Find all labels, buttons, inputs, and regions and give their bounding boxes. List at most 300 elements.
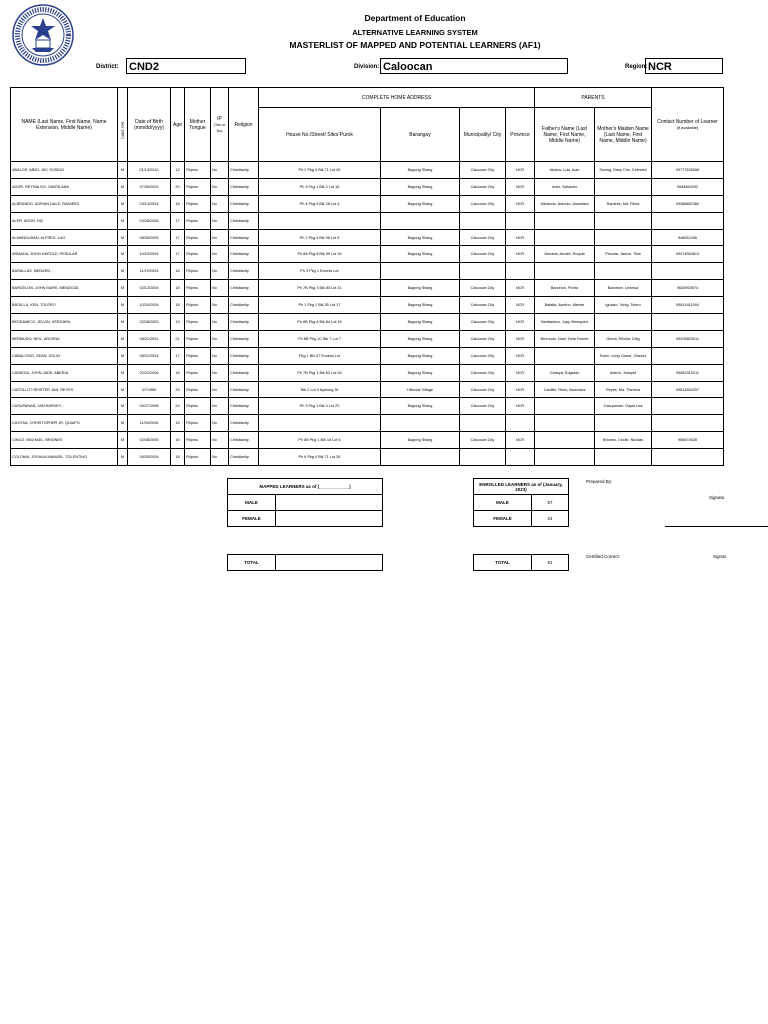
cell-municipality: Caloocan City <box>460 330 506 347</box>
cell-barangay: Bagong Silang <box>381 398 460 415</box>
cell-province: NCR <box>506 330 535 347</box>
cell-sex: M <box>118 212 128 229</box>
table-row <box>11 212 724 229</box>
cell-mother: Briones, Cecile, Nicolas <box>595 432 652 449</box>
cell-municipality <box>460 212 506 229</box>
col-house: House No./Street/ Sitio/ Purok <box>259 108 381 162</box>
table-row <box>11 162 724 179</box>
cell-father <box>535 212 595 229</box>
cell-house: Ph 3 Pkg 1 Blk 2 Lot 16 <box>259 178 381 195</box>
cell-municipality: Caloocan City <box>460 280 506 297</box>
col-dob: Date of Birth (mm/dd/yyyy) <box>128 88 171 162</box>
cell-ip: No <box>211 246 229 263</box>
enrolled-female-value: 24 <box>532 511 569 527</box>
cell-father <box>535 449 595 466</box>
cell-sex: M <box>118 229 128 246</box>
cell-mother-tongue: Filipino <box>185 178 211 195</box>
cell-name: ALMANDUHAN, ALFRED, LAO <box>11 229 118 246</box>
cell-dob: 07/06/2002 <box>128 178 171 195</box>
cell-mother-tongue: Filipino <box>185 229 211 246</box>
table-row <box>11 330 724 347</box>
signature-label-2: Signat <box>713 554 726 559</box>
table-row <box>11 297 724 314</box>
cell-contact: 948632496 <box>652 229 724 246</box>
cell-barangay: Bagong Silang <box>381 432 460 449</box>
table-row <box>11 381 724 398</box>
table-row <box>11 314 724 331</box>
cell-religion: Christianity <box>229 280 259 297</box>
cell-age: 17 <box>171 212 185 229</box>
cell-religion: Christianity <box>229 415 259 432</box>
cell-age: 15 <box>171 415 185 432</box>
cell-name: CABALCING, SEAN, SOLIN <box>11 347 118 364</box>
cell-barangay: Hillcrest Village <box>381 381 460 398</box>
cell-dob: 02/12/2004 <box>128 280 171 297</box>
cell-mother-tongue: Filipino <box>185 246 211 263</box>
cell-age: 18 <box>171 263 185 280</box>
cell-mother-tongue: Filipino <box>185 432 211 449</box>
mapped-male-label: MALE <box>228 495 276 511</box>
cell-sex: M <box>118 195 128 212</box>
mapped-learners-table <box>227 478 383 527</box>
cell-province: NCR <box>506 280 535 297</box>
cell-mother: Reyes, Ma. Theresa <box>595 381 652 398</box>
cell-ip: No <box>211 178 229 195</box>
cell-barangay <box>381 415 460 432</box>
cell-province: NCR <box>506 162 535 179</box>
cell-sex: M <box>118 449 128 466</box>
cell-contact <box>652 398 724 415</box>
cell-name: BEDDAMICO, JELVIN, VERGARA <box>11 314 118 331</box>
col-father: Father's Name (Last Name, First Name, Middle Name) <box>535 108 595 162</box>
cell-mother: Pesular, Janice, Tirta <box>595 246 652 263</box>
cell-municipality <box>460 263 506 280</box>
division-field[interactable]: Caloocan <box>380 58 568 74</box>
cell-province: NCR <box>506 195 535 212</box>
cell-religion: Christianity <box>229 449 259 466</box>
cell-contact: 958674635 <box>652 432 724 449</box>
cell-ip: No <box>211 263 229 280</box>
cell-age: 21 <box>171 330 185 347</box>
cell-age: 18 <box>171 195 185 212</box>
cell-dob: 03/14/2004 <box>128 195 171 212</box>
cell-province: NCR <box>506 381 535 398</box>
cell-ip: No <box>211 364 229 381</box>
cell-name: BERMUDO, NEIL, ARCENA <box>11 330 118 347</box>
cell-father: Beddamico, Jopp Brimquert <box>535 314 595 331</box>
cell-name: CINCO, MICHAEL, BRIONES <box>11 432 118 449</box>
table-row <box>11 229 724 246</box>
cell-sex: M <box>118 381 128 398</box>
cell-contact: 09814411094 <box>652 297 724 314</box>
cell-contact: 09386862380 <box>652 195 724 212</box>
cell-province <box>506 212 535 229</box>
table-row <box>11 178 724 195</box>
cell-municipality: Caloocan City <box>460 195 506 212</box>
enrolled-total-value: 81 <box>532 555 569 571</box>
cell-barangay: Bagong Silang <box>381 330 460 347</box>
col-parents-group: PARENTS <box>535 88 652 108</box>
col-name: NAME (Last Name, First Name, Name Extension, Middle Name) <box>11 88 118 162</box>
cell-sex: M <box>118 398 128 415</box>
cell-age: 16 <box>171 364 185 381</box>
cell-house: Ph 4 Pkg 4 Blk 28 Lot 4 <box>259 195 381 212</box>
cell-name: CAYOSA, CHRISTOPHER JR, QUIAPO <box>11 415 118 432</box>
cell-father: Albrando, Antonio, Alcantara <box>535 195 595 212</box>
cell-mother: Barcelon, Leonisa <box>595 280 652 297</box>
cell-contact <box>652 415 724 432</box>
table-row <box>11 263 724 280</box>
cell-name: BARCELON, JOHN MARK, MENDOZA <box>11 280 118 297</box>
cell-municipality: Caloocan City <box>460 314 506 331</box>
signature-label-1: Signatu <box>709 495 725 500</box>
cell-mother: Aberin, Juliepet <box>595 364 652 381</box>
cell-age: 17 <box>171 347 185 364</box>
cell-mother-tongue: Filipino <box>185 212 211 229</box>
table-row <box>11 280 724 297</box>
mapped-female-label: FEMALE <box>228 511 276 527</box>
cell-mother-tongue: Filipino <box>185 162 211 179</box>
cell-age: 18 <box>171 449 185 466</box>
cell-dob: 08/06/2005 <box>128 229 171 246</box>
cell-mother-tongue: Filipino <box>185 398 211 415</box>
cell-father: Barcelon, Pedro <box>535 280 595 297</box>
district-label: District: <box>96 64 119 70</box>
cell-mother: Iguasio, Vicky, Tolero <box>595 297 652 314</box>
cell-dob: 08/01/2004 <box>128 347 171 364</box>
cell-contact <box>652 314 724 331</box>
cell-mother-tongue: Filipino <box>185 381 211 398</box>
cell-province <box>506 415 535 432</box>
cell-municipality: Caloocan City <box>460 398 506 415</box>
cell-age: 18 <box>171 280 185 297</box>
cell-barangay: Bagong Silang <box>381 246 460 263</box>
cell-barangay: Bagong Silang <box>381 162 460 179</box>
cell-religion: Christianity <box>229 212 259 229</box>
cell-barangay <box>381 263 460 280</box>
cell-religion: Christianity <box>229 381 259 398</box>
cell-barangay <box>381 449 460 466</box>
cell-father: Abalos, Luis Juan <box>535 162 595 179</box>
cell-ip: No <box>211 195 229 212</box>
cell-house: Ph 6B Pkg 1 Blk 18 Lot 6 <box>259 432 381 449</box>
cell-province <box>506 263 535 280</box>
cell-province: NCR <box>506 364 535 381</box>
mapped-male-value <box>276 495 383 511</box>
cell-sex: M <box>118 178 128 195</box>
col-sex: Sex (M/F) <box>118 88 128 162</box>
cell-sex: M <box>118 297 128 314</box>
cell-contact <box>652 449 724 466</box>
document-title: MASTERLIST OF MAPPED AND POTENTIAL LEARNERS (AF1) <box>289 40 541 50</box>
cell-contact: 09205603211 <box>652 330 724 347</box>
cell-barangay: Bagong Silang <box>381 314 460 331</box>
cell-ip: No <box>211 314 229 331</box>
cell-province: NCR <box>506 432 535 449</box>
district-field[interactable]: CND2 <box>126 58 246 74</box>
cell-province: NCR <box>506 229 535 246</box>
cell-municipality: Caloocan City <box>460 162 506 179</box>
cell-barangay: Bagong Silang <box>381 229 460 246</box>
cell-dob: 11/03/2006 <box>128 415 171 432</box>
cell-mother-tongue: Filipino <box>185 415 211 432</box>
cell-father <box>535 415 595 432</box>
cell-municipality: Caloocan City <box>460 432 506 449</box>
cell-father <box>535 263 595 280</box>
cell-dob: 01/13/2010 <box>128 162 171 179</box>
cell-house: Ph 2 Pkg 3 Blk 71 Lot 26 <box>259 162 381 179</box>
cell-mother-tongue: Filipino <box>185 347 211 364</box>
col-mother: Mother's Maiden Name (Last Name, First Name, Middle Name) <box>595 108 652 162</box>
cell-age: 12 <box>171 162 185 179</box>
cell-contact <box>652 347 724 364</box>
cell-municipality <box>460 415 506 432</box>
deped-seal-logo <box>12 4 74 66</box>
cell-mother <box>595 263 652 280</box>
cell-house: Ph 3 Pkg 1 Blk 3 Lot 22 <box>259 398 381 415</box>
cell-dob: 03/28/2005 <box>128 212 171 229</box>
cell-province: NCR <box>506 314 535 331</box>
cell-province <box>506 449 535 466</box>
cell-house: Ph 8B Pkg 6 Blk 84 Lot 15 <box>259 314 381 331</box>
cell-sex: M <box>118 364 128 381</box>
mapped-total-value <box>276 555 383 571</box>
cell-house: Ph 8 Pkg 4 Blk 71 Lot 26 <box>259 449 381 466</box>
cell-dob: 02/08/2005 <box>128 432 171 449</box>
cell-mother: Ramirez, Ma. Rhea <box>595 195 652 212</box>
cell-municipality: Caloocan City <box>460 246 506 263</box>
table-row <box>11 432 724 449</box>
cell-religion: Christianity <box>229 398 259 415</box>
cell-name: COLONIA, JOSHUA MANUEL, TOLENTINO <box>11 449 118 466</box>
cell-age: 16 <box>171 432 185 449</box>
cell-age: 33 <box>171 381 185 398</box>
cell-municipality <box>460 449 506 466</box>
cell-house: Ph 7B Pkg 3 Blk 83 Lot 21 <box>259 280 381 297</box>
cell-contact: 09682315211 <box>652 364 724 381</box>
col-ip: IP (Yes or No) <box>211 88 229 162</box>
certified-correct-label: Certified Correct: <box>586 554 621 559</box>
cell-name: ADOR, REYNALDO, SANTA ANA <box>11 178 118 195</box>
cell-religion: Christianity <box>229 195 259 212</box>
cell-barangay: Bagong Silang <box>381 347 460 364</box>
cell-ip: No <box>211 415 229 432</box>
table-row <box>11 347 724 364</box>
enrolled-female-label: FEMALE <box>474 511 532 527</box>
cell-mother <box>595 212 652 229</box>
cell-contact: 09474960813 <box>652 246 724 263</box>
cell-father: Armada, Arnold, Roquia <box>535 246 595 263</box>
cell-barangay <box>381 212 460 229</box>
cell-mother-tongue: Filipino <box>185 263 211 280</box>
cell-province: NCR <box>506 398 535 415</box>
col-municipality: Municipality/ City <box>460 108 506 162</box>
cell-house: Ph 8A Pkg 8 Blk 90 Lot 34 <box>259 246 381 263</box>
cell-dob: 11/19/2003 <box>128 263 171 280</box>
cell-father: Ador, Salvador <box>535 178 595 195</box>
cell-mother-tongue: Filipino <box>185 195 211 212</box>
cell-father <box>535 229 595 246</box>
cell-barangay: Bagong Silang <box>381 280 460 297</box>
prepared-by-label: Prepared By: <box>586 479 613 484</box>
cell-age: 17 <box>171 246 185 263</box>
cell-contact: 9084863292 <box>652 178 724 195</box>
cell-name: ARMADA, JHON HAROLD, PESULAR <box>11 246 118 263</box>
cell-mother-tongue: Filipino <box>185 364 211 381</box>
cell-religion: Christianity <box>229 263 259 280</box>
cell-name: BATALLA, KEN, TOLERO <box>11 297 118 314</box>
enrolled-male-label: MALE <box>474 495 532 511</box>
cell-mother: Sosing, Dany Cris, Celestes <box>595 162 652 179</box>
cell-house <box>259 415 381 432</box>
cell-mother-tongue: Filipino <box>185 314 211 331</box>
cell-sex: M <box>118 314 128 331</box>
cell-house: Blk 2 Lot 9 Ayelong St <box>259 381 381 398</box>
cell-municipality: Caloocan City <box>460 178 506 195</box>
cell-mother-tongue: Filipino <box>185 330 211 347</box>
cell-age: 17 <box>171 229 185 246</box>
cell-mother <box>595 178 652 195</box>
cell-mother <box>595 314 652 331</box>
cell-house: Ph 1 Pkg 4 Blk 96 Lot 5 <box>259 229 381 246</box>
cell-father <box>535 398 595 415</box>
cell-name: ABALOS, ARIEL JAY, SOSING <box>11 162 118 179</box>
cell-age: 24 <box>171 398 185 415</box>
cell-sex: M <box>118 432 128 449</box>
cell-dob: 3/7/1989 <box>128 381 171 398</box>
cell-province: NCR <box>506 297 535 314</box>
cell-religion: Christianity <box>229 178 259 195</box>
col-province: Province <box>506 108 535 162</box>
cell-house <box>259 212 381 229</box>
cell-name: CASUPANAN, JAN HARVEY, - <box>11 398 118 415</box>
mapped-title: MAPPED LEARNERS as of (____________) <box>228 479 383 495</box>
cell-religion: Christianity <box>229 364 259 381</box>
cell-house: Ph 1 Pkg 1 Blk 35 Lot 17 <box>259 297 381 314</box>
cell-ip: No <box>211 398 229 415</box>
cell-age: 19 <box>171 314 185 331</box>
cell-municipality: Caloocan City <box>460 364 506 381</box>
cell-religion: Christianity <box>229 229 259 246</box>
cell-religion: Christianity <box>229 432 259 449</box>
cell-father <box>535 347 595 364</box>
region-label: Region: <box>625 64 648 70</box>
cell-religion: Christianity <box>229 162 259 179</box>
cell-name: CANIEGA, JOHN JADE, ABERIA <box>11 364 118 381</box>
cell-ip: No <box>211 347 229 364</box>
cell-dob: 10/19/2004 <box>128 246 171 263</box>
cell-sex: M <box>118 415 128 432</box>
cell-sex: M <box>118 347 128 364</box>
table-row <box>11 246 724 263</box>
cell-age: 18 <box>171 297 185 314</box>
cell-ip: No <box>211 432 229 449</box>
cell-municipality: Caloocan City <box>460 347 506 364</box>
cell-mother: Casupanan, Gayla Lea <box>595 398 652 415</box>
region-field[interactable]: NCR <box>645 58 723 74</box>
cell-contact <box>652 263 724 280</box>
cell-religion: Christianity <box>229 314 259 331</box>
cell-barangay: Bagong Silang <box>381 178 460 195</box>
cell-province: NCR <box>506 347 535 364</box>
learners-table <box>10 87 724 466</box>
table-row <box>11 364 724 381</box>
cell-sex: M <box>118 263 128 280</box>
cell-sex: M <box>118 280 128 297</box>
cell-mother: Gloria, Ethcila, Dilig <box>595 330 652 347</box>
cell-barangay: Bagong Silang <box>381 364 460 381</box>
department-title: Department of Education <box>364 13 466 23</box>
cell-name: ALBRANDO, ADRIAN DALE, RAMIREZ <box>11 195 118 212</box>
cell-sex: M <box>118 330 128 347</box>
cell-religion: Christianity <box>229 246 259 263</box>
cell-religion: Christianity <box>229 347 259 364</box>
division-label: Division: <box>354 64 380 70</box>
cell-contact: 9630953974 <box>652 280 724 297</box>
cell-ip: No <box>211 229 229 246</box>
cell-name: BARALLAS, MENARD, - <box>11 263 118 280</box>
cell-province: NCR <box>506 246 535 263</box>
enrolled-total-table <box>473 554 569 571</box>
cell-mother-tongue: Filipino <box>185 449 211 466</box>
cell-ip: No <box>211 330 229 347</box>
cell-mother <box>595 229 652 246</box>
cell-name: ALER, ARON, HIC <box>11 212 118 229</box>
table-row <box>11 449 724 466</box>
cell-contact: 09777635658 <box>652 162 724 179</box>
col-barangay: Barangay <box>381 108 460 162</box>
cell-father <box>535 432 595 449</box>
enrolled-title: ENROLLED LEARNERS as of (January, 2023) <box>474 479 569 495</box>
cell-contact <box>652 212 724 229</box>
cell-mother-tongue: Filipino <box>185 280 211 297</box>
cell-sex: M <box>118 246 128 263</box>
cell-house: Ph 8B Pkg 1C Blk 7 Lot 7 <box>259 330 381 347</box>
cell-municipality: Caloocan City <box>460 229 506 246</box>
mapped-female-value <box>276 511 383 527</box>
cell-name: CASTILLO? REISTER JAN, REYES <box>11 381 118 398</box>
cell-house: Ph 3 Pkg 1 Excess Lot <box>259 263 381 280</box>
cell-ip: No <box>211 162 229 179</box>
table-row <box>11 415 724 432</box>
cell-dob: 06/25/2004 <box>128 449 171 466</box>
cell-barangay: Bagong Silang <box>381 297 460 314</box>
cell-father: Batalla, Avelino, Mende <box>535 297 595 314</box>
cell-ip: No <box>211 212 229 229</box>
cell-sex: M <box>118 162 128 179</box>
mapped-total-label: TOTAL <box>228 555 276 571</box>
cell-dob: 08/21/2001 <box>128 330 171 347</box>
cell-dob: 02/28/2003 <box>128 314 171 331</box>
table-row <box>11 195 724 212</box>
cell-dob: 05/27/1998 <box>128 398 171 415</box>
cell-contact: 09816384257 <box>652 381 724 398</box>
cell-house: Ph 7B Pkg 1 Blk 63 Lot 26 <box>259 364 381 381</box>
cell-ip: No <box>211 449 229 466</box>
cell-barangay: Bagong Silang <box>381 195 460 212</box>
cell-dob: 02/22/2006 <box>128 364 171 381</box>
cell-dob: 10/24/2004 <box>128 297 171 314</box>
enrolled-learners-table <box>473 478 569 527</box>
cell-mother <box>595 449 652 466</box>
cell-municipality: Caloocan City <box>460 381 506 398</box>
cell-religion: Christianity <box>229 330 259 347</box>
system-title: ALTERNATIVE LEARNING SYSTEM <box>352 28 478 37</box>
cell-mother <box>595 415 652 432</box>
cell-mother: Solon, Inory Grace, Chavez <box>595 347 652 364</box>
cell-father: Castillo, Rees, Alcantara <box>535 381 595 398</box>
cell-ip: No <box>211 297 229 314</box>
